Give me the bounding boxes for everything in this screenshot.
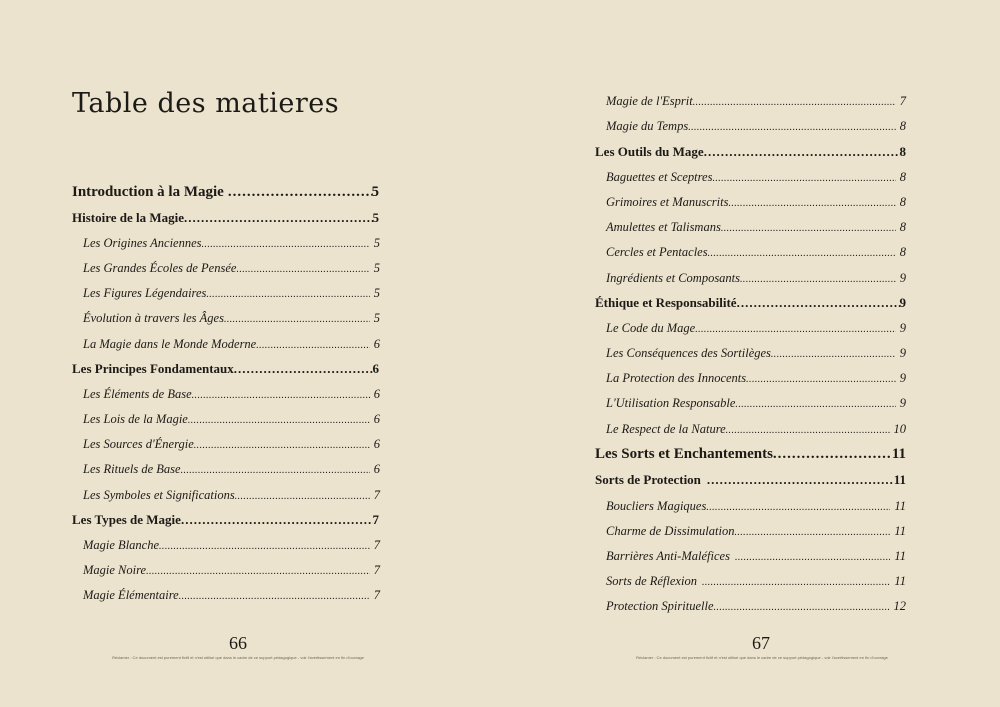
toc-chapter[interactable]: [72, 358, 379, 380]
toc-entry-page: 8: [899, 119, 906, 133]
toc-entry-page: 9: [899, 295, 906, 310]
toc-entry-page: 11: [894, 524, 906, 538]
toc-section[interactable]: [83, 333, 380, 355]
toc-entry-label: Barrières Anti-Maléfices: [606, 549, 730, 563]
toc-chapter[interactable]: [72, 509, 379, 531]
toc-section[interactable]: [606, 216, 906, 238]
toc-entry-page: 8: [899, 195, 906, 209]
toc-entry-label: Éthique et Responsabilité: [595, 295, 737, 310]
toc-section[interactable]: [606, 191, 906, 213]
toc-section[interactable]: [83, 408, 380, 430]
toc-entry-label: Magie Élémentaire: [83, 588, 179, 602]
toc-entry-label: Ingrédients et Composants: [606, 271, 741, 285]
toc-chapter[interactable]: [595, 469, 906, 491]
toc-section[interactable]: [606, 520, 906, 542]
toc-section[interactable]: [83, 282, 380, 304]
page-footer: Réclamer : Ce document est purement fictif et n'est utilisé que dans le cadre de ce support pédagogique - voir l'avertissement en fin d'ouvrage: [636, 655, 888, 660]
toc-entry-label: Les Figures Légendaires: [83, 286, 207, 300]
page-number: 66: [229, 633, 247, 653]
toc-chapter[interactable]: [595, 141, 906, 163]
right-page: [500, 0, 1000, 707]
toc-entry-page: 11: [894, 574, 906, 588]
toc-entry-page: 8: [899, 144, 906, 159]
toc-entry-label: Le Code du Mage: [606, 321, 696, 335]
toc-section[interactable]: [606, 90, 906, 112]
toc-entry-page: 5: [373, 286, 380, 300]
toc-section[interactable]: [83, 584, 380, 606]
toc-entry-page: 6: [373, 387, 380, 401]
page-footer: Réclamer : Ce document est purement fictif et n'est utilisé que dans le cadre de ce support pédagogique - voir l'avertissement en fin d'ouvrage: [112, 655, 364, 660]
toc-entry-label: Les Sources d'Énergie: [83, 437, 194, 451]
toc-entry-label: La Protection des Innocents: [606, 371, 747, 385]
toc-chapter[interactable]: [595, 443, 906, 465]
toc-entry-label: Grimoires et Manuscrits: [606, 195, 729, 209]
toc-section[interactable]: [83, 232, 380, 254]
toc-section[interactable]: [606, 595, 906, 617]
toc-entry-label: Les Origines Anciennes: [83, 236, 202, 250]
toc-section[interactable]: [83, 307, 380, 329]
toc-entry-page: 9: [899, 321, 906, 335]
toc-section[interactable]: [83, 458, 380, 480]
toc-entry-page: 11: [894, 499, 906, 513]
toc-section[interactable]: [606, 570, 906, 592]
toc-entry-label: Magie Blanche: [83, 538, 160, 552]
toc-entry-page: 9: [899, 271, 906, 285]
toc-entry-label: Les Lois de la Magie: [83, 412, 188, 426]
toc-entry-label: Les Symboles et Significations: [83, 488, 235, 502]
toc-entry-page: 6: [373, 412, 380, 426]
toc-entry-page: 7: [373, 488, 380, 502]
toc-section[interactable]: [606, 317, 906, 339]
toc-entry-label: Introduction à la Magie: [72, 184, 224, 200]
toc-entry-label: Histoire de la Magie: [72, 210, 185, 225]
toc-entry-page: 8: [899, 170, 906, 184]
toc-entry-label: L'Utilisation Responsable: [606, 396, 736, 410]
toc-entry-page: 5: [373, 261, 380, 275]
page-number: 67: [752, 633, 770, 653]
toc-entry-label: Magie Noire: [83, 563, 147, 577]
toc-entry-label: Magie de l'Esprit: [606, 94, 693, 108]
toc-section[interactable]: [606, 392, 906, 414]
toc-entry-page: 5: [373, 311, 380, 325]
toc-entry-label: Les Sorts et Enchantements: [595, 446, 773, 462]
toc-entry-page: 5: [372, 210, 379, 225]
toc-entry-label: Charme de Dissimulation: [606, 524, 735, 538]
toc-entry-page: 9: [899, 371, 906, 385]
toc-section[interactable]: [606, 545, 906, 567]
toc-section[interactable]: [606, 418, 906, 440]
toc-chapter[interactable]: [72, 207, 379, 229]
toc-section[interactable]: [606, 342, 906, 364]
toc-section[interactable]: [83, 559, 380, 581]
toc-entry-page: 8: [899, 220, 906, 234]
toc-entry-page: 5: [373, 236, 380, 250]
toc-entry-label: Les Conséquences des Sortilèges: [606, 346, 771, 360]
toc-entry-page: 7: [372, 512, 379, 527]
toc-entry-label: Magie du Temps: [606, 119, 689, 133]
toc-section[interactable]: [83, 257, 380, 279]
toc-section[interactable]: [83, 433, 380, 455]
toc-entry-page: 6: [373, 337, 380, 351]
toc-entry-page: 6: [373, 437, 380, 451]
toc-entry-page: 10: [893, 422, 906, 436]
toc-section[interactable]: [83, 534, 380, 556]
toc-entry-label: Évolution à travers les Âges: [83, 311, 224, 325]
toc-entry-page: 12: [893, 599, 906, 613]
toc-entry-label: Baguettes et Sceptres: [606, 170, 713, 184]
toc-entry-label: Sorts de Réflexion: [606, 574, 697, 588]
toc-section[interactable]: [606, 241, 906, 263]
page-title: Table des matieres: [72, 88, 340, 119]
toc-entry-label: Amulettes et Talismans: [606, 220, 721, 234]
toc-entry-label: Boucliers Magiques: [606, 499, 707, 513]
toc-entry-page: 7: [373, 538, 380, 552]
toc-entry-label: Sorts de Protection: [595, 472, 701, 487]
toc-entry-label: Les Outils du Mage: [595, 144, 704, 159]
toc-section[interactable]: [606, 267, 906, 289]
toc-entry-label: Les Rituels de Base: [83, 462, 181, 476]
toc-entry-page: 11: [894, 549, 906, 563]
toc-entry-label: Le Respect de la Nature: [606, 422, 726, 436]
toc-entry-page: 6: [373, 462, 380, 476]
toc-entry-label: Cercles et Pentacles: [606, 245, 708, 259]
toc-section[interactable]: [83, 484, 380, 506]
toc-section[interactable]: [606, 495, 906, 517]
toc-entry-page: 11: [891, 446, 906, 462]
toc-entry-label: Les Types de Magie: [72, 512, 181, 527]
toc-chapter[interactable]: [72, 181, 379, 203]
toc-entry-page: 7: [373, 563, 380, 577]
toc-section[interactable]: [606, 166, 906, 188]
toc-entry-page: 9: [899, 346, 906, 360]
toc-entry-page: 7: [373, 588, 380, 602]
toc-entry-page: 5: [371, 184, 379, 200]
toc-entry-page: 8: [899, 245, 906, 259]
toc-entry-page: 11: [893, 472, 906, 487]
toc-section[interactable]: [606, 115, 906, 137]
toc-entry-label: Les Grandes Écoles de Pensée: [83, 261, 237, 275]
toc-entry-page: 7: [899, 94, 906, 108]
toc-entry-page: 6: [372, 361, 379, 376]
toc-chapter[interactable]: [595, 292, 906, 314]
toc-entry-label: Les Principes Fondamentaux: [72, 361, 234, 376]
toc-entry-page: 9: [899, 396, 906, 410]
toc-entry-label: Les Éléments de Base: [83, 387, 192, 401]
toc-section[interactable]: [606, 367, 906, 389]
toc-entry-label: La Magie dans le Monde Moderne: [83, 337, 257, 351]
toc-entry-label: Protection Spirituelle: [606, 599, 714, 613]
toc-section[interactable]: [83, 383, 380, 405]
